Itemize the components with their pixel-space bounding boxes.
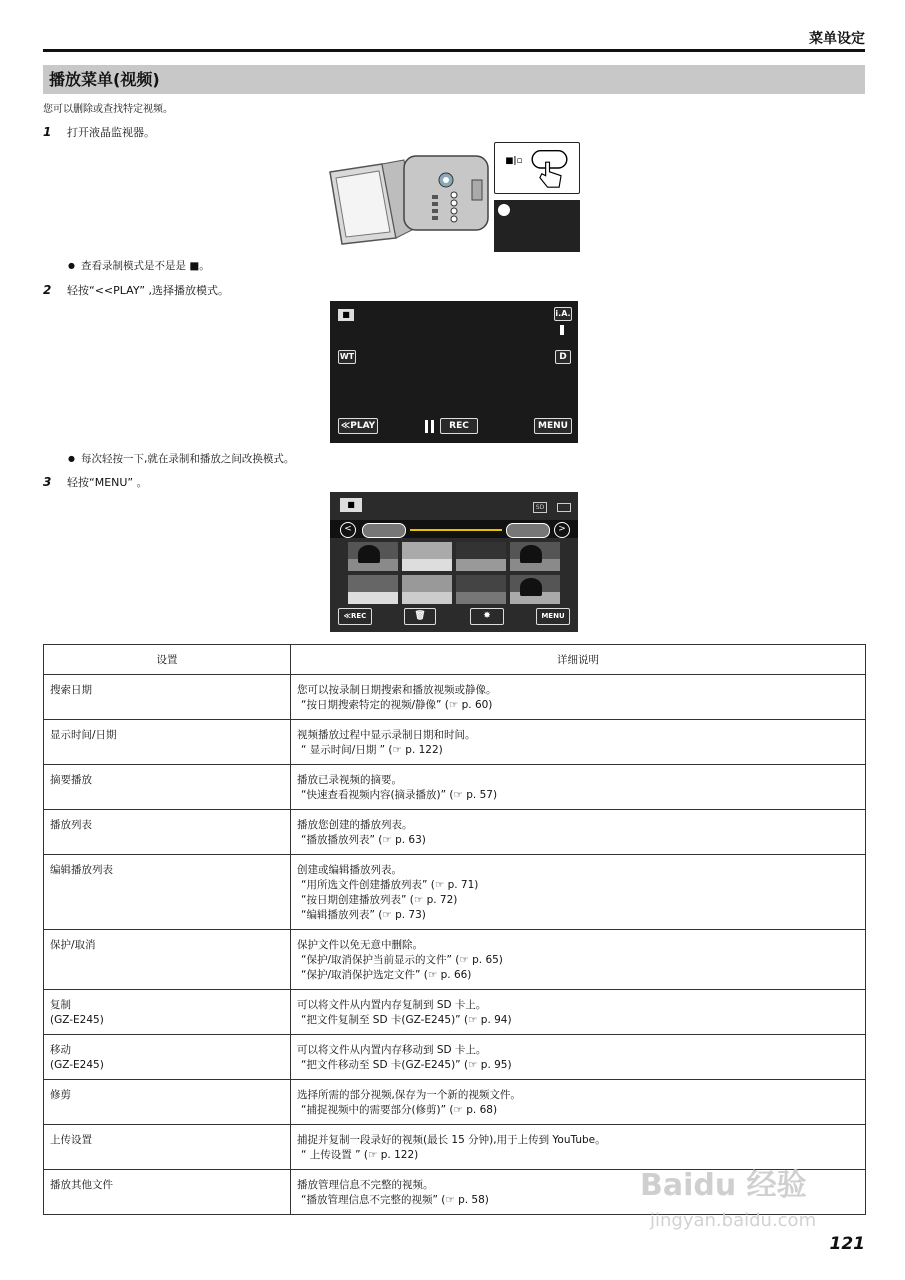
- date-prev-button[interactable]: [362, 523, 406, 538]
- table-row: [44, 810, 866, 855]
- menu-button[interactable]: MENU: [534, 418, 572, 434]
- video-mode-icon: [498, 204, 510, 216]
- setting-cell: [44, 720, 291, 765]
- page-reference-link[interactable]: “按日期创建播放列表” (☞ p. 72): [301, 894, 458, 906]
- camera-illustration: [322, 140, 580, 253]
- header-rule: [43, 49, 865, 52]
- description-text: 您可以按录制日期搜索和播放视频或静像。: [297, 684, 497, 696]
- header-title: 菜单设定: [809, 31, 865, 47]
- description-cell: [291, 810, 866, 855]
- watermark-url: jingyan.baidu.com: [650, 1210, 817, 1231]
- page-reference-link[interactable]: “用所选文件创建播放列表” (☞ p. 71): [301, 879, 479, 891]
- section-title: 播放菜单(视频): [43, 65, 865, 94]
- step-text: 打开液晶监视器。: [67, 126, 155, 139]
- setting-cell: [44, 1170, 291, 1215]
- filter-icon[interactable]: ✸: [470, 608, 504, 625]
- setting-model: (GZ-E245): [50, 1014, 104, 1026]
- date-timeline[interactable]: [410, 529, 502, 531]
- column-header-setting: 设置: [44, 645, 291, 675]
- pause-icon: [425, 420, 428, 433]
- description-cell: [291, 765, 866, 810]
- intro-text: 您可以删除或查找特定视频。: [43, 104, 173, 115]
- step-3: [43, 474, 148, 490]
- press-finger-icon: [495, 143, 579, 193]
- thumbnail[interactable]: [402, 575, 452, 604]
- page-reference-link[interactable]: “保护/取消保护选定文件” (☞ p. 66): [301, 969, 472, 981]
- setting-name: 编辑播放列表: [50, 864, 113, 876]
- rec-button[interactable]: REC: [440, 418, 478, 434]
- bullet-1: ● 查看录制模式是不是是 ■。: [68, 258, 210, 273]
- description-text: 可以将文件从内置内存复制到 SD 卡上。: [297, 999, 487, 1011]
- description-text: 播放您创建的播放列表。: [297, 819, 413, 831]
- thumbnail[interactable]: [456, 575, 506, 604]
- page-number: 121: [829, 1234, 865, 1254]
- watermark-logo: Baidu 经验: [640, 1168, 807, 1203]
- prev-arrow-icon[interactable]: <: [340, 522, 356, 538]
- page-reference-link[interactable]: “播放播放列表” (☞ p. 63): [301, 834, 426, 846]
- thumbnail[interactable]: [510, 542, 560, 571]
- description-cell: [291, 855, 866, 930]
- description-text: 视频播放过程中显示录制日期和时间。: [297, 729, 476, 741]
- description-text: 创建或编辑播放列表。: [297, 864, 402, 876]
- next-arrow-icon[interactable]: >: [554, 522, 570, 538]
- camcorder-icon: [322, 150, 492, 245]
- setting-cell: [44, 990, 291, 1035]
- setting-name: 播放列表: [50, 819, 92, 831]
- setting-cell: [44, 1125, 291, 1170]
- table-row: [44, 855, 866, 930]
- step-2: [43, 282, 229, 298]
- description-text: 播放已录视频的摘要。: [297, 774, 402, 786]
- step-text: 轻按“<<PLAY” ,选择播放模式。: [67, 284, 230, 297]
- thumbnail[interactable]: [402, 542, 452, 571]
- description-text: 播放管理信息不完整的视频。: [297, 1179, 434, 1191]
- table-row: [44, 990, 866, 1035]
- description-text: 选择所需的部分视频,保存为一个新的视频文件。: [297, 1089, 521, 1101]
- description-text: 捕捉并复制一段录好的视频(最长 15 分钟),用于上传到 YouTube。: [297, 1134, 606, 1146]
- setting-cell: [44, 930, 291, 990]
- setting-name: 上传设置: [50, 1134, 92, 1146]
- setting-name: 复制: [50, 999, 71, 1011]
- description-cell: [291, 1080, 866, 1125]
- step-number: 1: [43, 125, 52, 139]
- setting-name: 播放其他文件: [50, 1179, 113, 1191]
- description-cell: [291, 990, 866, 1035]
- table-row: [44, 1035, 866, 1080]
- setting-cell: [44, 1035, 291, 1080]
- setting-name: 移动: [50, 1044, 71, 1056]
- setting-model: (GZ-E245): [50, 1059, 104, 1071]
- setting-cell: [44, 1080, 291, 1125]
- bullet-2: ● 每次轻按一下,就在录制和播放之间改换模式。: [68, 451, 294, 466]
- intelligent-auto-badge[interactable]: i.A.: [554, 307, 572, 321]
- date-next-button[interactable]: [506, 523, 550, 538]
- setting-name: 显示时间/日期: [50, 729, 117, 741]
- page-reference-link[interactable]: “捕捉视频中的需要部分(修剪)” (☞ p. 68): [301, 1104, 498, 1116]
- column-header-description: 详细说明: [291, 645, 866, 675]
- description-text: 保护文件以免无意中删除。: [297, 939, 423, 951]
- table-header-row: [44, 645, 866, 675]
- page-reference-link[interactable]: “ 上传设置 ” (☞ p. 122): [301, 1149, 419, 1161]
- setting-name: 摘要播放: [50, 774, 92, 786]
- step-1: [43, 124, 155, 140]
- setting-cell: [44, 675, 291, 720]
- video-mode-icon[interactable]: ■: [338, 309, 354, 321]
- page-reference-link[interactable]: “播放管理信息不完整的视频” (☞ p. 58): [301, 1194, 489, 1206]
- page-reference-link[interactable]: “快速查看视频内容(摘录播放)” (☞ p. 57): [301, 789, 498, 801]
- lcd-preview-panel: [494, 200, 580, 252]
- setting-cell: [44, 810, 291, 855]
- svg-text:■|▫: ■|▫: [505, 156, 523, 167]
- d-button[interactable]: D: [555, 350, 571, 364]
- setting-cell: [44, 855, 291, 930]
- table-row: [44, 675, 866, 720]
- settings-table: [43, 644, 866, 1215]
- table-row: [44, 720, 866, 765]
- battery-icon: [560, 325, 564, 335]
- page-reference-link[interactable]: “编辑播放列表” (☞ p. 73): [301, 909, 426, 921]
- table-row: [44, 765, 866, 810]
- mode-switch-panel: [494, 142, 580, 194]
- description-cell: [291, 720, 866, 765]
- page-reference-link[interactable]: “ 显示时间/日期 ” (☞ p. 122): [301, 744, 443, 756]
- table-row: [44, 930, 866, 990]
- description-cell: [291, 1035, 866, 1080]
- wt-button[interactable]: WT: [338, 350, 356, 364]
- table-row: [44, 1080, 866, 1125]
- thumbnail[interactable]: [348, 575, 398, 604]
- description-text: 可以将文件从内置内存移动到 SD 卡上。: [297, 1044, 487, 1056]
- page-reference-link[interactable]: “保护/取消保护当前显示的文件” (☞ p. 65): [301, 954, 503, 966]
- thumbnail[interactable]: [510, 575, 560, 604]
- step-text: 轻按“MENU” 。: [67, 476, 148, 489]
- video-mode-icon[interactable]: ■: [340, 498, 362, 512]
- menu-button[interactable]: MENU: [536, 608, 570, 625]
- step-number: 2: [43, 283, 52, 297]
- lcd-screen-record: [330, 301, 578, 443]
- page-reference-link[interactable]: “把文件移动至 SD 卡(GZ-E245)” (☞ p. 95): [301, 1059, 512, 1071]
- step-number: 3: [43, 475, 52, 489]
- play-button[interactable]: ≪PLAY: [338, 418, 378, 434]
- description-cell: [291, 930, 866, 990]
- setting-cell: [44, 765, 291, 810]
- trash-icon[interactable]: 🗑: [404, 608, 436, 625]
- lcd-screen-playback: [330, 492, 578, 632]
- setting-name: 修剪: [50, 1089, 71, 1101]
- rec-button[interactable]: ≪REC: [338, 608, 372, 625]
- setting-name: 保护/取消: [50, 939, 96, 951]
- thumbnail[interactable]: [348, 542, 398, 571]
- sd-card-icon: SD: [533, 502, 547, 513]
- description-cell: [291, 675, 866, 720]
- setting-name: 搜索日期: [50, 684, 92, 696]
- page-reference-link[interactable]: “把文件复制至 SD 卡(GZ-E245)” (☞ p. 94): [301, 1014, 512, 1026]
- page-reference-link[interactable]: “按日期搜索特定的视频/静像” (☞ p. 60): [301, 699, 493, 711]
- thumbnail[interactable]: [456, 542, 506, 571]
- battery-icon: [557, 503, 571, 512]
